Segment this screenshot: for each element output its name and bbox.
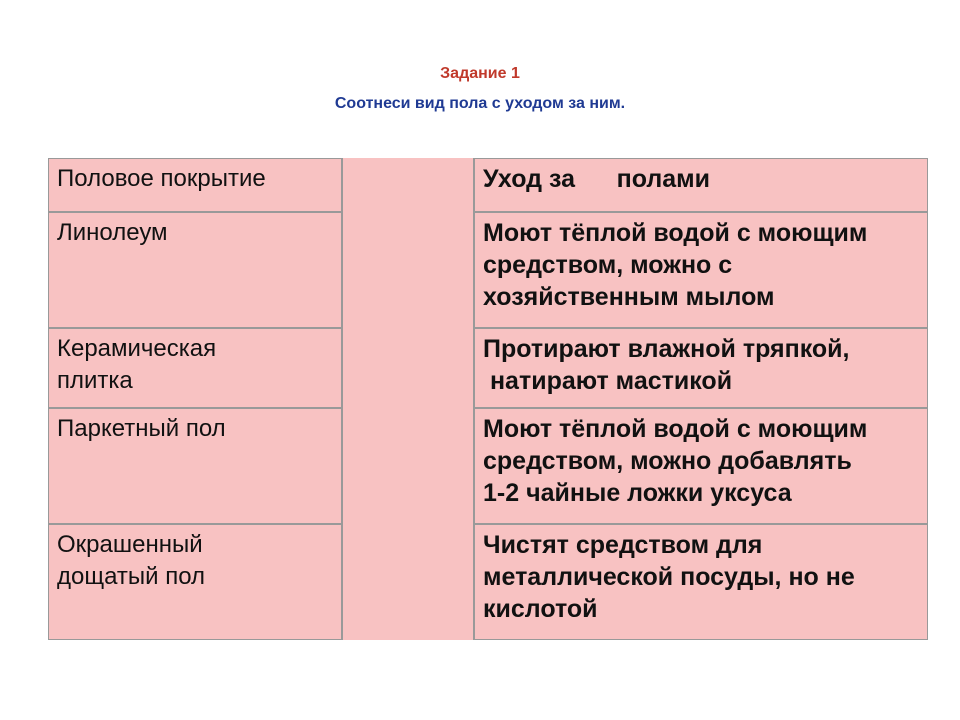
matching-table <box>48 158 928 640</box>
care-cell[interactable]: Моют тёплой водой с моющим средством, можно добавлять 1-2 чайные ложки уксуса <box>474 408 928 524</box>
care-column <box>474 158 928 640</box>
floor-type-cell[interactable]: Окрашенный дощатый пол <box>48 524 342 640</box>
floor-type-header: Половое покрытие <box>48 158 342 212</box>
care-header: Уход за полами <box>474 158 928 212</box>
floor-type-cell[interactable]: Линолеум <box>48 212 342 328</box>
care-cell[interactable]: Моют тёплой водой с моющим средством, можно с хозяйственным мылом <box>474 212 928 328</box>
care-cell[interactable]: Протирают влажной тряпкой, натирают мастикой <box>474 328 928 408</box>
floor-type-cell[interactable]: Керамическая плитка <box>48 328 342 408</box>
task-title: Задание 1 <box>440 65 520 82</box>
matching-gap-column <box>342 158 474 640</box>
care-cell[interactable]: Чистят средством для металлической посуды, но не кислотой <box>474 524 928 640</box>
floor-type-cell[interactable]: Паркетный пол <box>48 408 342 524</box>
task-instruction: Соотнеси вид пола с уходом за ним. <box>334 95 626 112</box>
floor-type-column <box>48 158 342 640</box>
